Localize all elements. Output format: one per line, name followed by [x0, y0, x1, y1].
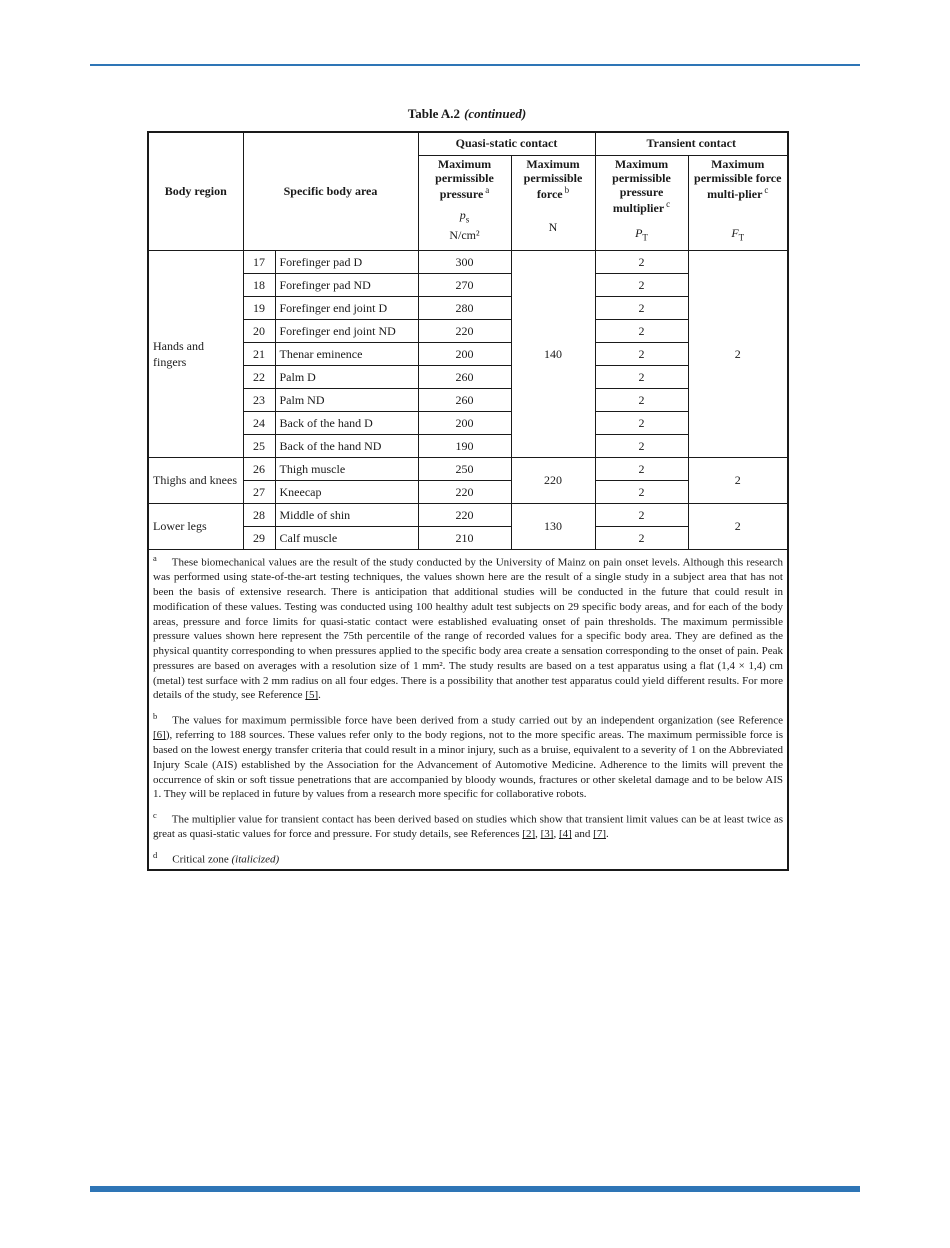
table-title-label: Table A.2: [407, 106, 461, 121]
footnote-marker-c: c: [666, 199, 671, 210]
footnote-marker-a: a: [485, 185, 490, 196]
cell-pressure-multiplier: 2: [595, 343, 688, 366]
table-footnotes-section: [148, 550, 788, 870]
footnote-d: [153, 850, 783, 867]
cell-pressure-multiplier: 2: [595, 366, 688, 389]
cell-row-number: 26: [243, 458, 275, 481]
header-rule: [90, 64, 860, 66]
header-max-force-multiplier: [688, 156, 788, 251]
table-title: [147, 106, 787, 122]
header-quasi-static-contact: Quasi-static contact: [418, 132, 595, 156]
footnote-marker-c: c: [764, 185, 769, 196]
cell-max-pressure: 270: [418, 274, 511, 297]
footnotes-cell: [148, 550, 788, 870]
footnote-letter: d: [153, 850, 158, 861]
cell-specific-body-area: Forefinger pad ND: [275, 274, 418, 297]
cell-max-pressure: 220: [418, 504, 511, 527]
force-unit: N: [548, 220, 558, 235]
cell-pressure-multiplier: 2: [595, 274, 688, 297]
cell-row-number: 23: [243, 389, 275, 412]
cell-specific-body-area: Palm D: [275, 366, 418, 389]
reference-link[interactable]: [2]: [522, 828, 536, 841]
cell-row-number: 17: [243, 251, 275, 274]
table-row: [148, 251, 788, 274]
header-max-permissible-pressure: [418, 156, 511, 251]
reference-link[interactable]: [5]: [305, 689, 319, 702]
reference-link[interactable]: [7]: [593, 828, 606, 841]
cell-body-region: Thighs and knees: [148, 458, 243, 504]
header-pressure-multiplier-title: Maximum permissible pressure multiplier $^c$: [612, 157, 671, 216]
cell-max-pressure: 280: [418, 297, 511, 320]
cell-body-region: Lower legs: [148, 504, 243, 550]
cell-max-pressure: 220: [418, 481, 511, 504]
body-area-limits-table: [147, 131, 789, 871]
cell-pressure-multiplier: 2: [595, 412, 688, 435]
footnote-text: These biomechanical values are the result of the study conducted by the University of Mainz on pain onset levels. Although this research was performed using state-of-the-art testing techniques, the values shown here are the result of a single study in a subject area that has not been the basis of extensive research. There is anticipation that additional studies will be conducted in the future that could result in modification of these values. Testing was conducted using 100 healthy adult test subjects on 29 specific body areas, and for each of the body areas, pressure and force limits for quasi-static contact were established evaluating onset of pain thresholds. The maximum permissible pressure values shown here represent the 75th percentile of the range of recorded values for a specific body area. They are defined as the physical quantity corresponding to when pressures applied to the specific body area create a sensation corresponding to the onset of pain. Peak pressures are based on averages with a resolution size of 1 mm². The study results are based on a test apparatus using a flat (1,4 × 1,4) cm (metal) test surface with 2 mm radius on all four edges. There is a possibility that another test apparatus could yield different results. For more details of the study, see Reference: [153, 556, 783, 702]
pressure-symbol: $p_s$: [459, 208, 470, 225]
table-row: [148, 458, 788, 481]
header-max-permissible-force: [511, 156, 595, 251]
cell-specific-body-area: Forefinger pad D: [275, 251, 418, 274]
cell-max-pressure: 250: [418, 458, 511, 481]
footnote-text: The values for maximum permissible force have been derived from a study carried out by an independent organization (see Reference: [172, 714, 783, 727]
cell-row-number: 24: [243, 412, 275, 435]
table-body: [148, 251, 788, 550]
footnote-c: [153, 810, 783, 842]
cell-force-multiplier: 2: [688, 251, 788, 458]
cell-pressure-multiplier: 2: [595, 389, 688, 412]
footnote-text: ,: [553, 828, 559, 841]
cell-max-pressure: 220: [418, 320, 511, 343]
cell-pressure-multiplier: 2: [595, 297, 688, 320]
footnote-text: .: [318, 689, 321, 702]
table-row: [148, 504, 788, 527]
footnote-letter: a: [153, 553, 157, 563]
cell-specific-body-area: Forefinger end joint ND: [275, 320, 418, 343]
footnotes: [153, 553, 783, 868]
cell-pressure-multiplier: 2: [595, 251, 688, 274]
cell-max-pressure: 260: [418, 389, 511, 412]
cell-force-multiplier: 2: [688, 458, 788, 504]
table-header: [148, 132, 788, 251]
cell-max-pressure: 300: [418, 251, 511, 274]
reference-link[interactable]: [3]: [540, 828, 554, 841]
cell-max-force: 220: [511, 458, 595, 504]
cell-row-number: 20: [243, 320, 275, 343]
pressure-unit: N/cm²: [449, 228, 480, 243]
cell-max-force: 130: [511, 504, 595, 550]
cell-pressure-multiplier: 2: [595, 458, 688, 481]
cell-pressure-multiplier: 2: [595, 320, 688, 343]
cell-body-region: Hands and fingers: [148, 251, 243, 458]
force-multiplier-symbol: $F_T$: [731, 226, 745, 243]
footnote-text: .: [605, 828, 609, 841]
cell-specific-body-area: Middle of shin: [275, 504, 418, 527]
cell-force-multiplier: 2: [688, 504, 788, 550]
footnote-text: The multiplier value for transient contact has been derived based on studies which show that transient limit values can be at least twice as great as quasi-static values for force and pressure. For study details, see References: [153, 813, 783, 841]
cell-specific-body-area: Calf muscle: [275, 527, 418, 550]
footnote-text: and: [571, 828, 594, 841]
cell-max-pressure: 190: [418, 435, 511, 458]
cell-row-number: 19: [243, 297, 275, 320]
cell-max-pressure: 200: [418, 412, 511, 435]
cell-pressure-multiplier: 2: [595, 435, 688, 458]
cell-specific-body-area: Kneecap: [275, 481, 418, 504]
cell-row-number: 22: [243, 366, 275, 389]
cell-specific-body-area: Forefinger end joint D: [275, 297, 418, 320]
cell-row-number: 29: [243, 527, 275, 550]
cell-row-number: 27: [243, 481, 275, 504]
page-content: [147, 106, 787, 871]
pressure-multiplier-symbol: $P_T$: [635, 226, 648, 243]
cell-max-pressure: 200: [418, 343, 511, 366]
reference-link[interactable]: [4]: [558, 828, 572, 841]
footnote-marker-b: b: [564, 185, 570, 196]
footnote-letter: c: [153, 810, 157, 821]
header-pressure-title: Maximum permissible pressure $^a$: [435, 157, 494, 202]
header-force-multiplier-title: Maximum permissible force multi-plier $^c$: [694, 157, 782, 202]
footnote-letter: b: [153, 711, 158, 721]
footnote-text: Critical zone: [172, 853, 232, 866]
cell-pressure-multiplier: 2: [595, 504, 688, 527]
cell-row-number: 18: [243, 274, 275, 297]
cell-specific-body-area: Back of the hand D: [275, 412, 418, 435]
cell-pressure-multiplier: 2: [595, 481, 688, 504]
cell-row-number: 25: [243, 435, 275, 458]
cell-pressure-multiplier: 2: [595, 527, 688, 550]
header-body-region: Body region: [148, 132, 243, 251]
cell-row-number: 21: [243, 343, 275, 366]
header-max-pressure-multiplier: [595, 156, 688, 251]
cell-specific-body-area: Thenar eminence: [275, 343, 418, 366]
cell-max-pressure: 210: [418, 527, 511, 550]
cell-specific-body-area: Back of the hand ND: [275, 435, 418, 458]
footnote-a: [153, 553, 783, 703]
header-specific-body-area: Specific body area: [243, 132, 418, 251]
footnote-text: (italicized): [231, 853, 280, 866]
header-transient-contact: Transient contact: [595, 132, 788, 156]
footnote-text: ,: [535, 828, 541, 841]
reference-link[interactable]: [6]: [153, 729, 166, 742]
cell-specific-body-area: Palm ND: [275, 389, 418, 412]
cell-max-force: 140: [511, 251, 595, 458]
header-force-title: Maximum permissible force $^b$: [523, 157, 583, 202]
cell-specific-body-area: Thigh muscle: [275, 458, 418, 481]
cell-max-pressure: 260: [418, 366, 511, 389]
footer-rule: [90, 1186, 860, 1192]
footnote-b: [153, 711, 783, 802]
footnote-text: ), referring to 188 sources. These values refer only to the body regions, not to the more specific areas. The maximum permissible force is based on the lowest energy transfer criteria that could result in a minor injury, such as a bruise, equivalent to a severity of 1 on the Abbreviated Injury Scale (AIS) established by the Association for the Advancement of Automotive Medicine. Adherence to the limits will prevent the occurrence of skin or soft tissue penetrations that are accompanied by bloody wounds, fractures or other skeletal damage and to be below AIS 1. They will be replaced in future by values from a research more specific for collaborative robots.: [153, 729, 783, 801]
table-title-continued: (continued): [464, 106, 527, 121]
cell-row-number: 28: [243, 504, 275, 527]
